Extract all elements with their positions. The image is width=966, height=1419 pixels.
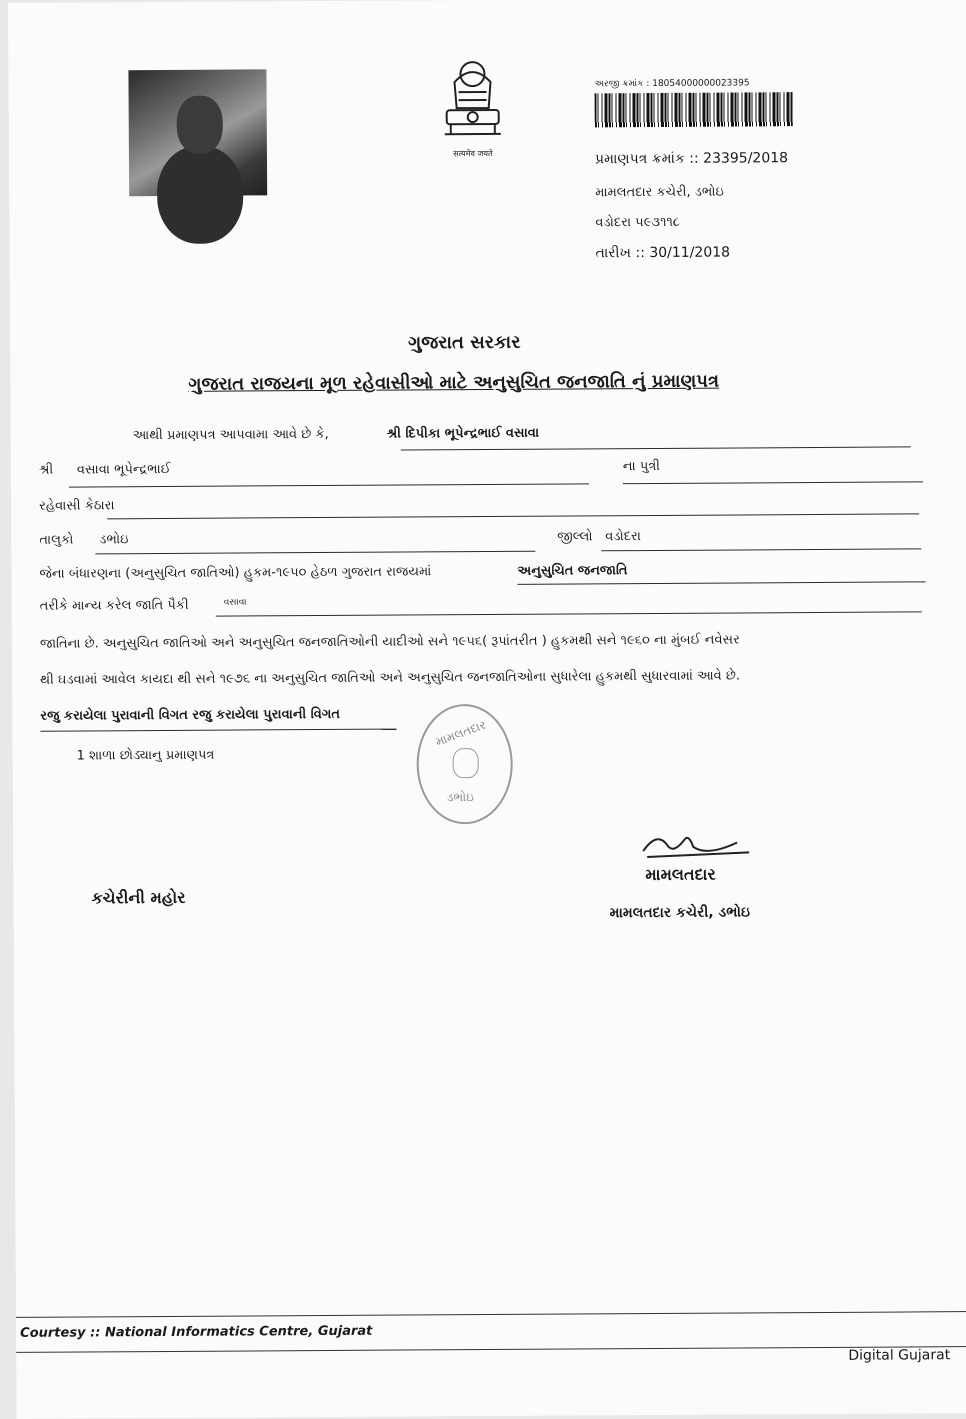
seal-text-top: મામલતદાર bbox=[433, 717, 488, 749]
digital-gujarat-text: Digital Gujarat bbox=[848, 1347, 951, 1364]
certificate-title: ગુજરાત રાજયના મૂળ રહેવાસીઓ માટે અનુસુચિત જનજાતિ નું પ્રમાણપત્ર bbox=[188, 370, 720, 395]
evidence-heading: રજુ કરાયેલા પુરાવાની વિગત રજુ કરાયેલા પુરાવાની વિગત bbox=[40, 706, 340, 724]
category-value: અનુસુચિત જનજાતિ bbox=[517, 563, 628, 579]
issuing-office: મામલતદાર કચેરી, ડભોઇ bbox=[595, 184, 724, 201]
government-heading: ગુજરાત સરકાર bbox=[408, 331, 521, 354]
holder-name: શ્રી દિપીકા ભૂપેન્દ્રભાઈ વસાવા bbox=[386, 425, 540, 442]
resident-text: રહેવાસી કેઠારા bbox=[39, 498, 115, 514]
order-text: જેના બંધારણના (અનુસુચિત જાતિઓ) હુકમ-૧૯૫૦ હેઠળ ગુજરાત રાજયમાં bbox=[39, 564, 432, 582]
evidence-item: 1 શાળા છોડ્યાનુ પ્રમાણપત્ર bbox=[76, 747, 215, 764]
emblem-caption: सत्यमेव जयते bbox=[453, 148, 493, 159]
taluka-label: તાલુકો bbox=[39, 532, 74, 548]
barcode bbox=[595, 92, 793, 127]
signature-mark bbox=[637, 826, 757, 867]
seal-text-bottom: ડભોઇ bbox=[446, 790, 474, 805]
vadodara-reference: વડોદરા ૫૯૩૧૧૮ bbox=[595, 214, 680, 231]
application-number: અરજી ક્રમાંક : 18054000000023395 bbox=[594, 78, 750, 90]
certificate-number: પ્રમાણપત્ર ક્રમાંક :: 23395/2018 bbox=[594, 150, 789, 168]
certificate-page bbox=[8, 0, 966, 1419]
shri-label: શ્રી bbox=[38, 462, 54, 478]
father-name: વસાવા ભૂપેન્દ્રભાઈ bbox=[76, 461, 171, 478]
recognized-label: તરીકે માન્ય કરેલ જાતિ પૈકી bbox=[39, 597, 189, 614]
relation-label: ના પુત્રી bbox=[622, 458, 661, 475]
office-seal-stamp bbox=[416, 704, 513, 825]
district-label: જીલ્લો bbox=[557, 529, 593, 545]
national-emblem-icon bbox=[428, 52, 517, 165]
issue-date: તારીખ :: 30/11/2018 bbox=[595, 244, 731, 262]
district-value: વડોદરા bbox=[605, 529, 641, 545]
signatory-office: મામલતદાર કચેરી, ડભોઇ bbox=[609, 904, 750, 922]
intro-text: આથી પ્રમાણપત્ર આપવામા આવે છે કે, bbox=[132, 426, 329, 444]
legal-paragraph-line1: જાતિના છે. અનુસુચિત જાતિઓ અને અનુસુચિત જનજાતિઓની યાદીઓ સને ૧૯૫૬( રૂપાંતરીત ) હુકમથી સને ૧૯૬૦ ના મુંબઈ નવેસર bbox=[39, 632, 740, 652]
footer-band bbox=[16, 1311, 966, 1353]
office-seal-label: કચેરીની મહોર bbox=[91, 887, 186, 908]
taluka-value: ડભોઇ bbox=[99, 532, 129, 548]
seal-emblem-icon bbox=[453, 748, 479, 778]
applicant-photo bbox=[128, 69, 267, 196]
caste-value: વસાવા bbox=[223, 597, 247, 608]
signatory-title: મામલતદાર bbox=[645, 864, 716, 885]
legal-paragraph-line2: થી ઘડવામાં આવેલ કાયદા થી સને ૧૯૭૬ ના અનુસુચિત જાતિઓ અને અનુસુચિત જનજાતિઓના સુધારેલા હુકમથી સુધારવામાં આવે છે. bbox=[40, 668, 741, 688]
courtesy-text: Courtesy :: National Informatics Centre, Gujarat bbox=[20, 1323, 373, 1341]
